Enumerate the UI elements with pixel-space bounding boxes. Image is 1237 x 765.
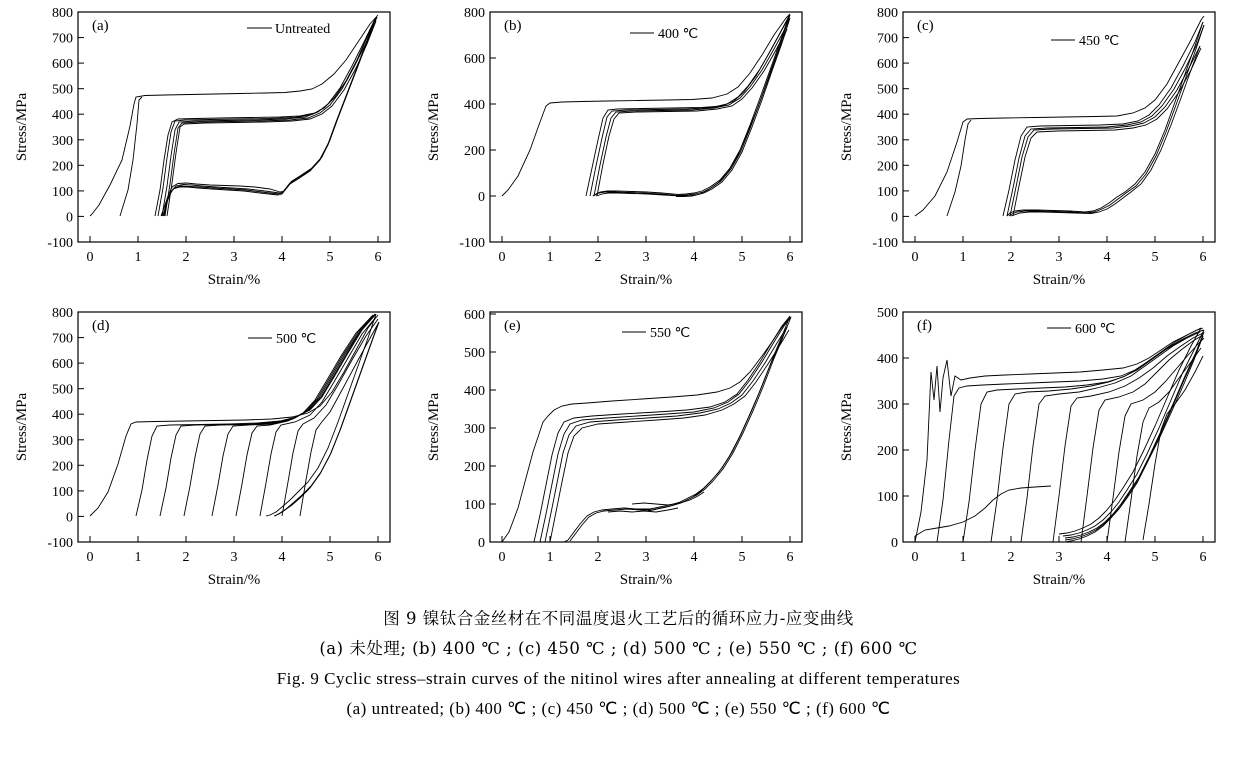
y-axis-label-b: Stress/MPa <box>426 92 443 162</box>
y-axis-label-d: Stress/MPa <box>14 392 30 462</box>
chart-svg-c <box>825 0 1237 300</box>
svg-text:3: 3 <box>642 250 650 265</box>
svg-text:3: 3 <box>230 550 238 565</box>
svg-text:5: 5 <box>738 550 746 565</box>
svg-text:-100: -100 <box>871 236 898 251</box>
legend-label-a: Untreated <box>275 22 331 37</box>
svg-text:0: 0 <box>66 210 73 226</box>
svg-text:0: 0 <box>66 510 73 526</box>
svg-text:3: 3 <box>642 550 650 565</box>
svg-text:500: 500 <box>464 346 486 361</box>
axes-e <box>426 308 802 588</box>
svg-text:4: 4 <box>690 250 698 265</box>
svg-text:200: 200 <box>464 144 486 159</box>
svg-text:300: 300 <box>52 133 73 149</box>
caption-line-cn-sub: (a) 未处理; (b) 400 ℃ ; (c) 450 ℃ ; (d) 500 ℃ ; (e) 550 ℃ ; (f) 600 ℃ <box>319 639 918 658</box>
svg-text:800: 800 <box>52 6 73 21</box>
svg-text:0: 0 <box>478 536 486 551</box>
svg-text:-100: -100 <box>47 536 73 551</box>
chart-svg-e <box>412 300 824 600</box>
svg-text:4: 4 <box>1103 250 1111 265</box>
chart-svg-b <box>412 0 824 300</box>
svg-text:-100: -100 <box>459 236 486 251</box>
y-axis-label-e: Stress/MPa <box>426 392 443 462</box>
curves-c <box>915 16 1204 216</box>
svg-text:300: 300 <box>876 398 898 413</box>
svg-text:500: 500 <box>876 82 898 98</box>
svg-text:100: 100 <box>52 184 73 200</box>
svg-text:0: 0 <box>890 536 898 551</box>
caption-line-en-title: Fig. 9 Cyclic stress–strain curves of the nitinol wires after annealing at different temperatures <box>276 669 961 688</box>
svg-text:800: 800 <box>464 6 486 21</box>
svg-text:5: 5 <box>738 250 746 265</box>
svg-text:2: 2 <box>1007 250 1015 265</box>
chart-panel-f <box>825 300 1237 600</box>
svg-text:6: 6 <box>786 550 794 565</box>
axes-a <box>14 6 390 288</box>
svg-text:1: 1 <box>959 250 967 265</box>
svg-text:0: 0 <box>498 550 506 565</box>
curves-d <box>90 314 379 516</box>
svg-text:0: 0 <box>498 250 506 265</box>
svg-text:5: 5 <box>1151 250 1159 265</box>
svg-text:4: 4 <box>278 250 286 265</box>
axes-b <box>426 6 802 288</box>
svg-text:2: 2 <box>594 250 602 265</box>
svg-text:500: 500 <box>52 82 73 98</box>
caption-line-cn-title: 图 9 镍钛合金丝材在不同温度退火工艺后的循环应力-应变曲线 <box>383 609 854 628</box>
svg-text:4: 4 <box>278 550 286 565</box>
panel-label-d: (d) <box>92 318 110 334</box>
svg-text:800: 800 <box>876 6 898 21</box>
svg-text:100: 100 <box>876 184 898 200</box>
svg-text:6: 6 <box>1199 550 1207 565</box>
legend-label-d: 500 ℃ <box>276 332 317 347</box>
axes-c <box>839 6 1215 288</box>
chart-panel-a <box>0 0 412 300</box>
y-axis-label-f: Stress/MPa <box>838 392 855 462</box>
svg-text:1: 1 <box>134 250 142 265</box>
svg-text:300: 300 <box>876 133 898 149</box>
y-axis-label-c: Stress/MPa <box>838 92 855 162</box>
svg-text:4: 4 <box>1103 550 1111 565</box>
svg-text:100: 100 <box>52 484 73 500</box>
curves-a <box>90 15 378 216</box>
svg-text:700: 700 <box>876 31 898 47</box>
svg-text:5: 5 <box>326 250 334 265</box>
chart-panel-b <box>412 0 824 300</box>
svg-text:0: 0 <box>911 550 919 565</box>
x-axis-label-d: Strain/% <box>207 572 261 588</box>
svg-text:500: 500 <box>52 382 73 398</box>
svg-text:5: 5 <box>326 550 334 565</box>
svg-text:0: 0 <box>86 550 94 565</box>
svg-text:400: 400 <box>464 384 486 399</box>
svg-text:0: 0 <box>911 250 919 265</box>
svg-text:6: 6 <box>786 250 794 265</box>
legend-label-e: 550 ℃ <box>650 326 691 341</box>
panel-label-c: (c) <box>916 18 934 34</box>
svg-text:1: 1 <box>134 550 142 565</box>
svg-text:200: 200 <box>52 159 73 175</box>
svg-text:600: 600 <box>464 52 486 67</box>
svg-text:200: 200 <box>876 159 898 175</box>
svg-text:3: 3 <box>1055 250 1063 265</box>
svg-text:400: 400 <box>464 98 486 113</box>
svg-text:2: 2 <box>594 550 602 565</box>
figure-caption <box>0 604 1237 724</box>
svg-text:100: 100 <box>876 490 898 505</box>
svg-text:700: 700 <box>52 31 73 47</box>
x-axis-label-c: Strain/% <box>1032 272 1085 288</box>
svg-text:500: 500 <box>876 306 898 321</box>
chart-panel-d <box>0 300 412 600</box>
svg-text:800: 800 <box>52 306 73 321</box>
svg-text:6: 6 <box>1199 250 1207 265</box>
svg-text:0: 0 <box>890 210 898 226</box>
svg-text:5: 5 <box>1151 550 1159 565</box>
svg-text:0: 0 <box>478 190 486 205</box>
svg-text:-100: -100 <box>47 236 73 251</box>
chart-svg-a <box>0 0 412 300</box>
panel-label-e: (e) <box>504 318 521 334</box>
svg-text:300: 300 <box>52 433 73 449</box>
panel-label-b: (b) <box>504 18 522 34</box>
svg-text:2: 2 <box>1007 550 1015 565</box>
chart-svg-f <box>825 300 1237 600</box>
legend-label-b: 400 ℃ <box>658 27 699 42</box>
panel-label-f: (f) <box>916 318 932 334</box>
y-axis-label-a: Stress/MPa <box>14 92 30 162</box>
svg-text:1: 1 <box>959 550 967 565</box>
svg-text:700: 700 <box>52 331 73 347</box>
svg-text:2: 2 <box>182 250 190 265</box>
svg-text:600: 600 <box>52 57 73 73</box>
x-axis-label-e: Strain/% <box>620 572 673 588</box>
svg-text:200: 200 <box>464 460 486 475</box>
svg-text:400: 400 <box>876 352 898 367</box>
svg-text:6: 6 <box>374 250 382 265</box>
svg-text:400: 400 <box>52 408 73 424</box>
chart-svg-d <box>0 300 412 600</box>
curves-b <box>502 14 790 197</box>
x-axis-label-f: Strain/% <box>1032 572 1085 588</box>
x-axis-label-b: Strain/% <box>620 272 673 288</box>
svg-text:2: 2 <box>182 550 190 565</box>
svg-text:400: 400 <box>52 108 73 124</box>
svg-text:4: 4 <box>690 550 698 565</box>
svg-text:600: 600 <box>464 308 486 323</box>
svg-text:1: 1 <box>546 550 554 565</box>
svg-text:600: 600 <box>876 57 898 73</box>
curves-f <box>915 328 1204 542</box>
svg-text:6: 6 <box>374 550 382 565</box>
legend-label-c: 450 ℃ <box>1078 34 1119 49</box>
svg-text:400: 400 <box>876 108 898 124</box>
curves-e <box>502 316 791 542</box>
chart-panel-c <box>825 0 1237 300</box>
axes-f <box>839 306 1215 588</box>
svg-text:3: 3 <box>230 250 238 265</box>
svg-text:300: 300 <box>464 422 486 437</box>
svg-text:3: 3 <box>1055 550 1063 565</box>
svg-text:100: 100 <box>464 498 486 513</box>
panel-label-a: (a) <box>92 18 109 34</box>
svg-text:600: 600 <box>52 357 73 373</box>
chart-panel-e <box>412 300 824 600</box>
svg-text:1: 1 <box>546 250 554 265</box>
x-axis-label-a: Strain/% <box>207 272 261 288</box>
legend-label-f: 600 ℃ <box>1074 322 1115 337</box>
svg-text:0: 0 <box>86 250 94 265</box>
caption-line-en-sub: (a) untreated; (b) 400 ℃ ; (c) 450 ℃ ; (d) 500 ℃ ; (e) 550 ℃ ; (f) 600 ℃ <box>346 699 891 718</box>
svg-text:200: 200 <box>876 444 898 459</box>
svg-text:200: 200 <box>52 459 73 475</box>
